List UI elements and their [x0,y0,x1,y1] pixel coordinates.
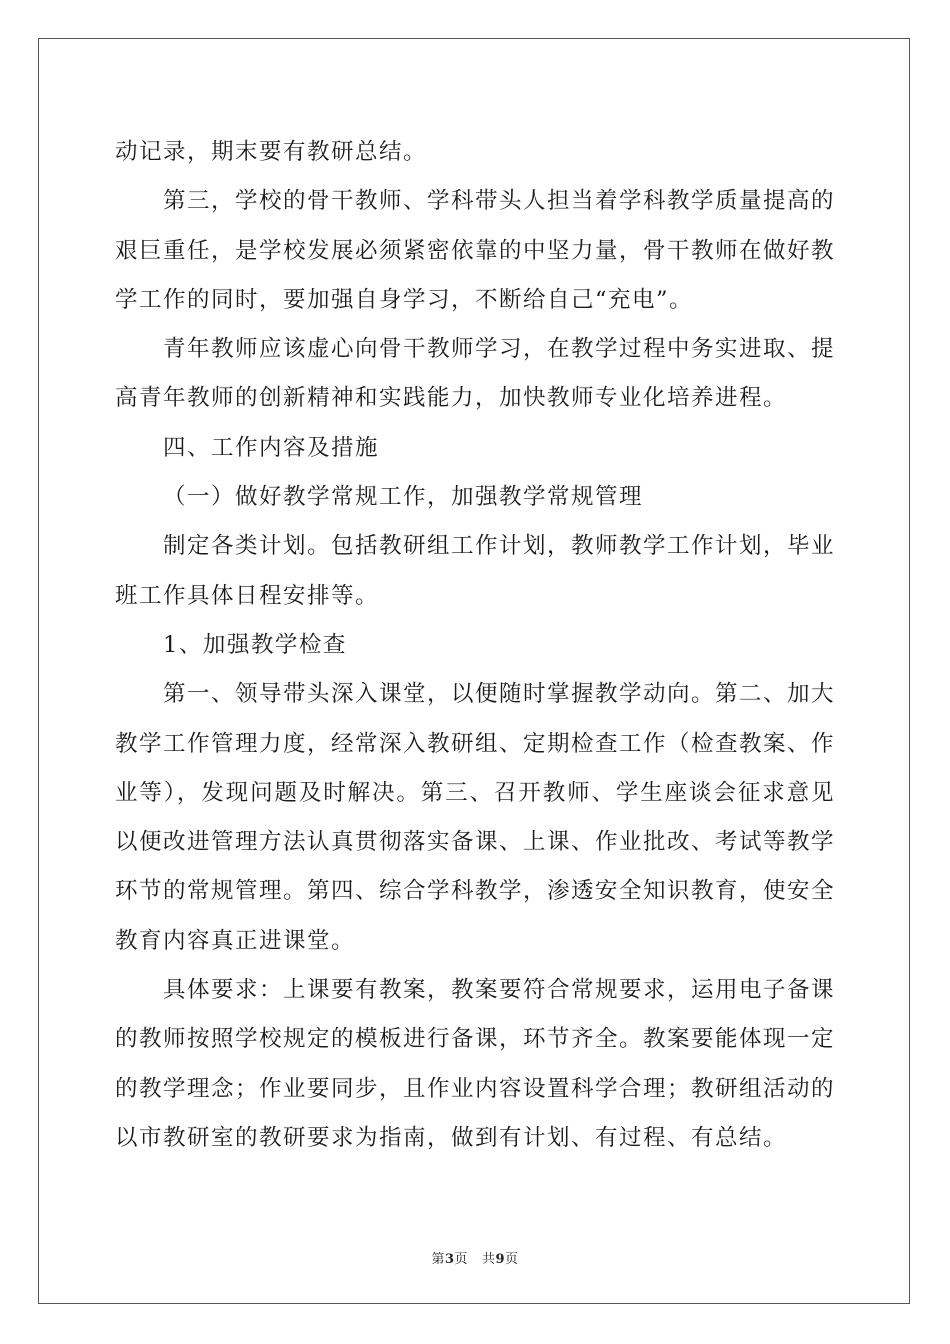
item-heading: 1、加强教学检查 [163,631,347,658]
section-heading: 四、工作内容及措施 [163,434,380,461]
total-pages: 9 [495,1252,506,1267]
paragraph-6: 具体要求：上课要有教案，教案要符合常规要求，运用电子备课的教师按照学校规定的模板进行备课，环节齐全。教案要能体现一定的教学理念；作业要同步，且作业内容设置科学合理；教研组活动的以市教研室的教研要求为指南，做到有计划、有过程、有总结。 [115,977,836,1151]
paragraph-2: 第三，学校的骨干教师、学科带头人担当着学科教学质量提高的艰巨重任，是学校发展必须紧密依靠的中坚力量，骨干教师在做好教学工作的同时，要加强自身学习，不断给自己“充电”。 [115,188,836,313]
paragraph-5: 第一、领导带头深入课堂，以便随时掌握教学动向。第二、加大教学工作管理力度，经常深入教研组、定期检查工作（检查教案、作业等），发现问题及时解决。第三、召开教师、学生座谈会征求意见以便改进管理方法认真贯彻落实备课、上课、作业批改、考试等教学环节的常规管理。第四、综合学科教学，渗透安全知识教育，使安全教育内容真正进课堂。 [115,681,836,954]
page-number: 3 [444,1252,455,1267]
total-prefix: 共 [481,1252,496,1267]
document-body [115,128,835,1163]
paragraph-1: 动记录，期末要有教研总结。 [115,139,428,165]
page-suffix: 页 [454,1252,469,1267]
page-footer [0,1248,950,1267]
total-suffix: 页 [505,1252,519,1267]
page-prefix: 第 [431,1252,445,1267]
paragraph-3: 青年教师应该虚心向骨干教师学习，在教学过程中务实进取、提高青年教师的创新精神和实践能力，加快教师专业化培养进程。 [115,336,836,412]
subsection-heading: （一）做好教学常规工作，加强教学常规管理 [163,484,644,511]
paragraph-4: 制定各类计划。包括教研组工作计划，教师教学工作计划，毕业班工作具体日程安排等。 [115,533,836,609]
